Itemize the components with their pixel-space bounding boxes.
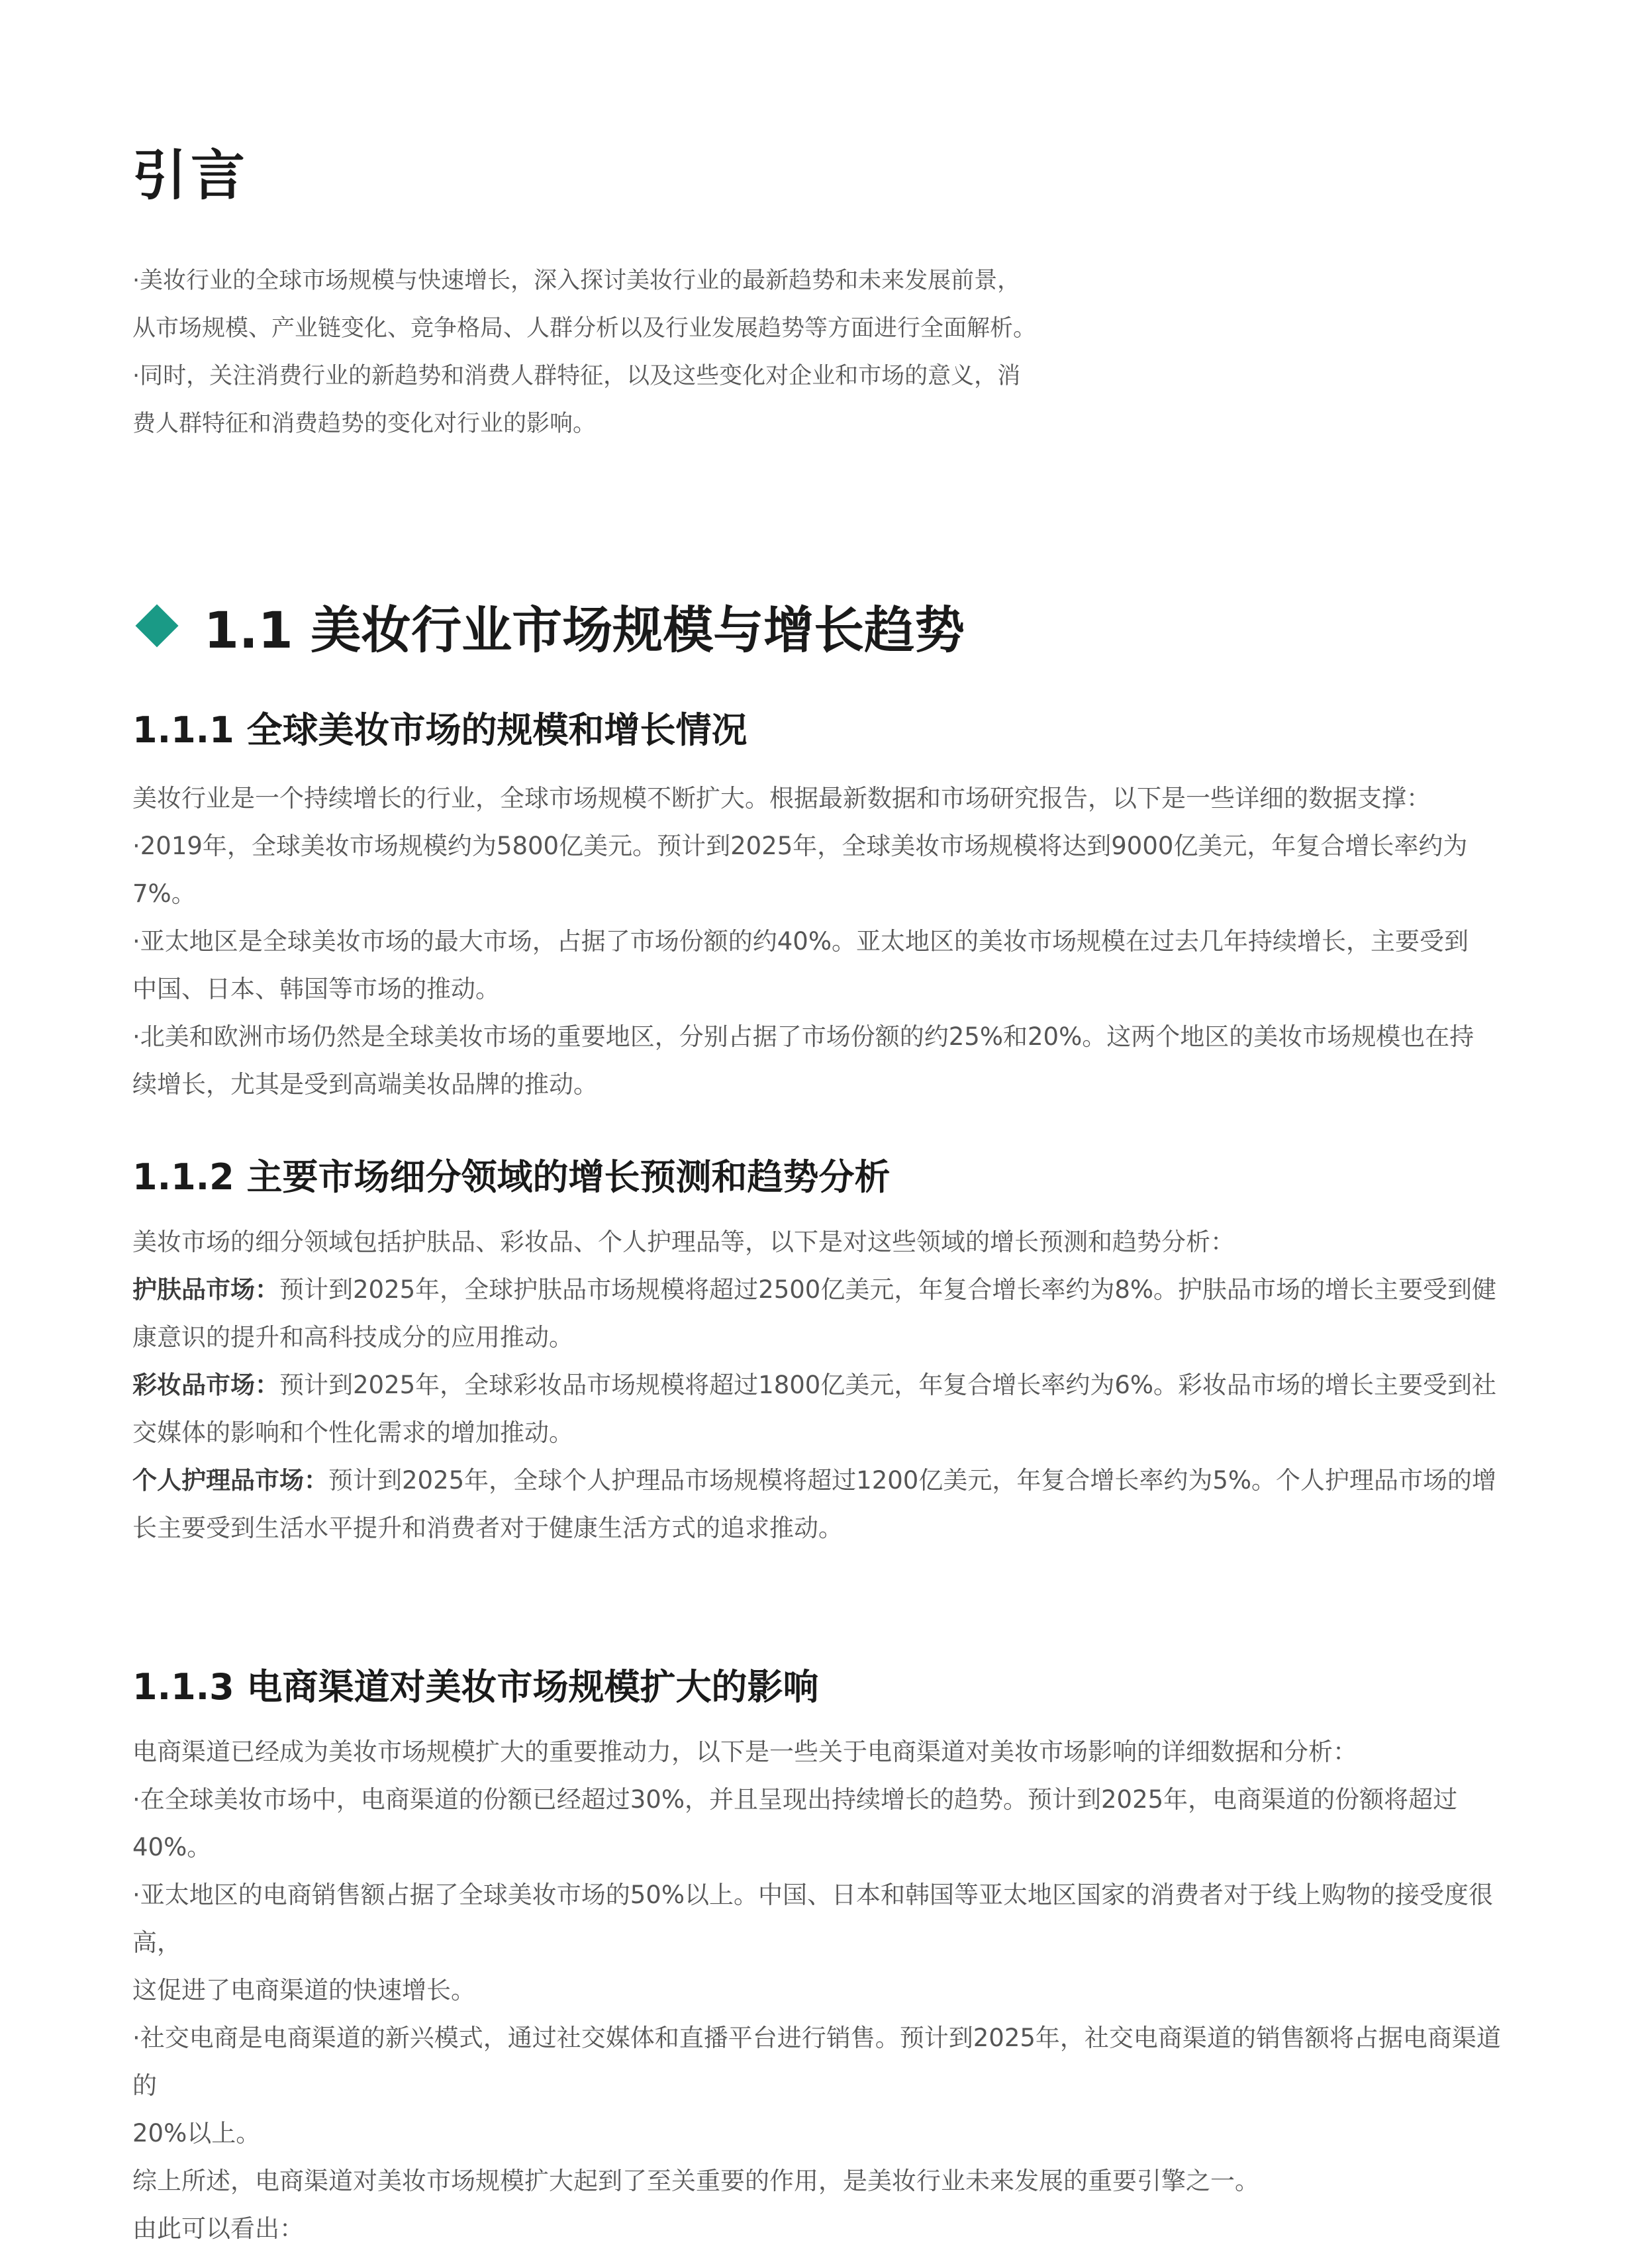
- intro-line: 从市场规模、产业链变化、竞争格局、人群分析以及行业发展趋势等方面进行全面解析。: [132, 315, 1037, 342]
- skincare-text: 预计到2025年，全球护肤品市场规模将超过2500亿美元，年复合增长率约为8%。护肤品市场的增长主要受到健: [279, 1275, 1497, 1304]
- intro-line: ·同时，关注消费行业的新趋势和消费人群特征，以及这些变化对企业和市场的意义，消: [132, 363, 1021, 389]
- subsection-1-1-1-title: 1.1.1 全球美妆市场的规模和增长情况: [132, 709, 748, 751]
- section-heading: [132, 589, 965, 662]
- paragraph-line: 中国、日本、韩国等市场的推动。: [132, 975, 500, 1003]
- paragraph-line: ·社交电商是电商渠道的新兴模式，通过社交媒体和直播平台进行销售。预计到2025年，社交电商渠道的销售额将占据电商渠道的: [132, 2024, 1501, 2100]
- paragraph-line: ·亚太地区是全球美妆市场的最大市场，占据了市场份额的约40%。亚太地区的美妆市场规模在过去几年持续增长，主要受到: [132, 927, 1469, 956]
- paragraph-line: 康意识的提升和高科技成分的应用推动。: [132, 1323, 573, 1352]
- subsection-1-1-1-body: [132, 775, 1503, 1109]
- paragraph-line: ·在全球美妆市场中，电商渠道的份额已经超过30%，并且呈现出持续增长的趋势。预计到2025年，电商渠道的份额将超过40%。: [132, 1785, 1458, 1861]
- paragraph-line: 美妆市场的细分领域包括护肤品、彩妆品、个人护理品等，以下是对这些领域的增长预测和趋势分析：: [132, 1228, 1235, 1256]
- intro-paragraph: [132, 257, 1073, 448]
- makeup-text: 预计到2025年，全球彩妆品市场规模将超过1800亿美元，年复合增长率约为6%。彩妆品市场的增长主要受到社: [279, 1371, 1497, 1399]
- paragraph-line: ·北美和欧洲市场仍然是全球美妆市场的重要地区，分别占据了市场份额的约25%和20%。这两个地区的美妆市场规模也在持: [132, 1022, 1474, 1051]
- makeup-label: 彩妆品市场：: [132, 1371, 279, 1399]
- paragraph-line: 长主要受到生活水平提升和消费者对于健康生活方式的追求推动。: [132, 1514, 843, 1542]
- paragraph-line: 电商渠道已经成为美妆市场规模扩大的重要推动力，以下是一些关于电商渠道对美妆市场影响的详细数据和分析：: [132, 1738, 1357, 1766]
- paragraph-line: 这促进了电商渠道的快速增长。: [132, 1976, 475, 2004]
- personal-care-text: 预计到2025年，全球个人护理品市场规模将超过1200亿美元，年复合增长率约为5%。个人护理品市场的增: [328, 1466, 1497, 1495]
- skincare-line: [132, 1266, 1503, 1314]
- subsection-1-1-2-title: 1.1.2 主要市场细分领域的增长预测和趋势分析: [132, 1156, 891, 1198]
- section-title: 1.1 美妆行业市场规模与增长趋势: [204, 600, 965, 660]
- intro-heading: 引言: [132, 144, 250, 207]
- subsection-1-1-3-title: 1.1.3 电商渠道对美妆市场规模扩大的影响: [132, 1666, 819, 1708]
- makeup-line: [132, 1361, 1503, 1409]
- skincare-label: 护肤品市场：: [132, 1275, 279, 1304]
- paragraph-line: 综上所述，电商渠道对美妆市场规模扩大起到了至关重要的作用，是美妆行业未来发展的重要引擎之一。: [132, 2167, 1259, 2195]
- personal-care-line: [132, 1457, 1503, 1504]
- diamond-bullet-icon: [135, 604, 178, 647]
- subsection-1-1-2-body: [132, 1218, 1503, 1552]
- paragraph-line: 续增长，尤其是受到高端美妆品牌的推动。: [132, 1070, 598, 1099]
- paragraph-line: 20%以上。: [132, 2119, 261, 2147]
- paragraph-line: 美妆行业是一个持续增长的行业，全球市场规模不断扩大。根据最新数据和市场研究报告，以下是一些详细的数据支撑：: [132, 784, 1431, 813]
- personal-care-label: 个人护理品市场：: [132, 1466, 328, 1495]
- paragraph-line: ·2019年，全球美妆市场规模约为5800亿美元。预计到2025年，全球美妆市场规模将达到9000亿美元，年复合增长率约为7%。: [132, 832, 1468, 908]
- paragraph-line: ·亚太地区的电商销售额占据了全球美妆市场的50%以上。中国、日本和韩国等亚太地区国家的消费者对于线上购物的接受度很高，: [132, 1881, 1493, 1957]
- paragraph-line: 由此可以看出：: [132, 2214, 304, 2243]
- intro-line: 费人群特征和消费趋势的变化对行业的影响。: [132, 411, 597, 437]
- paragraph-line: 交媒体的影响和个性化需求的增加推动。: [132, 1418, 573, 1447]
- intro-line: ·美妆行业的全球市场规模与快速增长，深入探讨美妆行业的最新趋势和未来发展前景，: [132, 268, 1021, 294]
- subsection-1-1-3-body: [132, 1728, 1503, 2253]
